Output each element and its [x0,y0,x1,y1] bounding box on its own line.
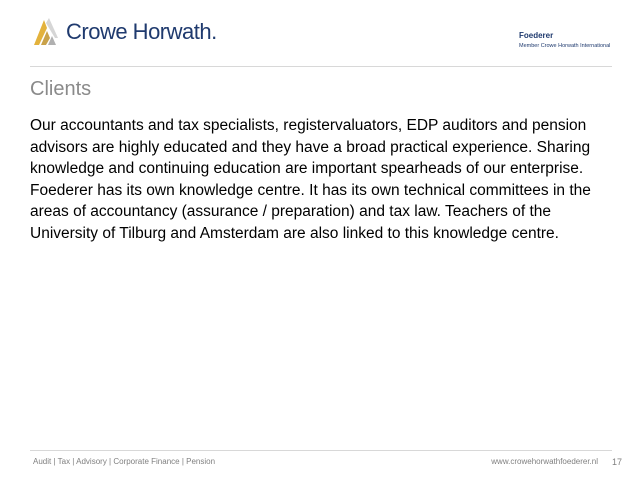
header-divider [30,66,612,67]
logo-wordmark: Crowe Horwath. [66,19,217,44]
footer-service-lines: Audit | Tax | Advisory | Corporate Finance | Pension [33,457,216,466]
member-firm-subtitle: Member Crowe Horwath International [519,43,611,49]
page-number: 17 [611,457,622,467]
member-firm-label [519,31,631,51]
crowe-chevron-icon [32,16,62,48]
slide-body-text: Our accountants and tax specialists, registervaluators, EDP auditors and pension advisors are highly educated and they have a broad practical experience. Sharing knowledge and continuing education are important spearheads of our enterprise. Foederer has its own knowledge centre. It has its own technical committees in the areas of accountancy (assurance / preparation) and tax law. Teachers of the University of Tilburg and Amsterdam are also linked to this knowledge centre. [30,117,591,242]
slide-title: Clients [30,78,92,100]
member-firm-name: Foederer [519,31,554,40]
footer-divider [30,450,612,451]
crowe-horwath-logo [32,16,217,48]
footer-website-link[interactable]: www.crowehorwathfoederer.nl [491,457,598,466]
